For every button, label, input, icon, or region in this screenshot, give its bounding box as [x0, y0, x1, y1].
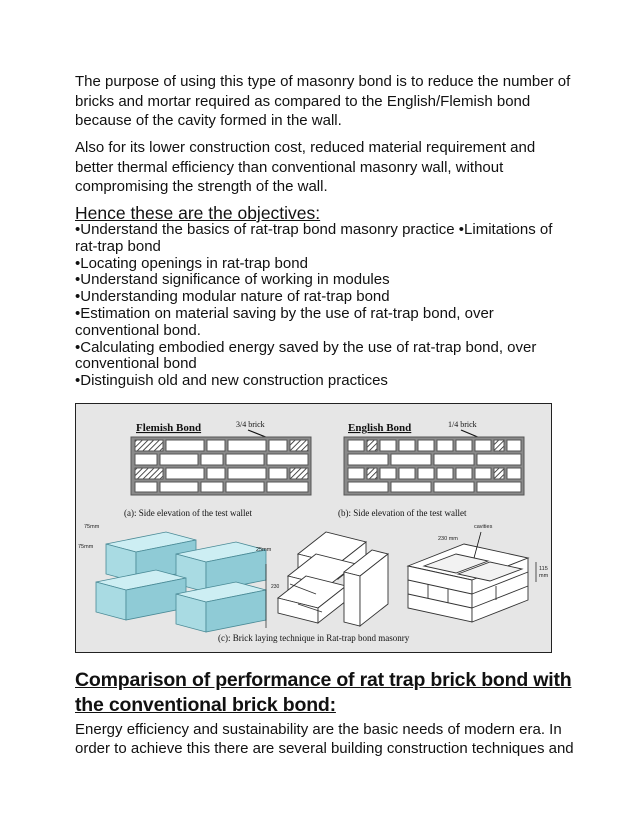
dim-25: 25mm — [256, 547, 272, 553]
caption-b: (b): Side elevation of the test wallet — [338, 508, 467, 518]
objective-item: •Locating openings in rat-trap bond — [75, 254, 308, 272]
dim-75-top: 75mm — [84, 524, 100, 530]
dim-cavities: cavities — [474, 524, 493, 530]
section-paragraph: Energy efficiency and sustainability are the basic needs of modern era. In order to achieve this there are several building construction techniques and — [75, 721, 574, 757]
rat-trap-cavity-sketch — [408, 544, 528, 622]
objectives-list — [75, 222, 565, 390]
flemish-three-quarter-label: 3/4 brick — [236, 420, 265, 429]
brick-bond-illustration — [76, 404, 553, 654]
objective-item: •Distinguish old and new construction practices — [75, 372, 388, 390]
dim-115: 115 — [539, 566, 548, 572]
intro-paragraph-2: Also for its lower construction cost, reduced material requirement and better thermal efficiency than conventional masonry wall, without compromising the strength of the wall. — [75, 139, 536, 195]
section-title: Comparison of performance of rat trap brick bond with the conventional brick bond: — [75, 669, 572, 716]
flemish-bond-title: Flemish Bond — [136, 422, 202, 434]
flemish-bond-wall — [131, 437, 311, 495]
objective-item: •Understand significance of working in modules — [75, 271, 390, 289]
objective-item: •Understanding modular nature of rat-trap bond — [75, 288, 390, 306]
objective-item: •Estimation on material saving by the use of rat-trap bond, over conventional bond. — [75, 304, 494, 339]
objective-item: •Calculating embodied energy saved by the use of rat-trap bond, over conventional bond — [75, 338, 537, 373]
rat-trap-cyan-bricks — [96, 532, 266, 632]
dim-75-left: 75mm — [78, 544, 94, 550]
objective-item: •Understand the basics of rat-trap bond masonry practice •Limitations of rat-trap bond — [75, 221, 553, 255]
dim-230-small: 230 — [271, 584, 280, 590]
dim-230mm: 230 mm — [438, 536, 458, 542]
brick-bond-figure — [75, 403, 552, 653]
caption-a: (a): Side elevation of the test wallet — [124, 508, 252, 518]
objectives-heading: Hence these are the objectives: — [75, 203, 321, 223]
dim-mm: mm — [539, 573, 549, 579]
english-bond-wall — [344, 437, 524, 495]
intro-paragraph-1: The purpose of using this type of masonry bond is to reduce the number of bricks and mortar required as compared to the English/Flemish bond because of the cavity formed in the wall. — [75, 73, 571, 129]
english-bond-title: English Bond — [348, 422, 412, 434]
english-quarter-label: 1/4 brick — [448, 420, 477, 429]
caption-c: (c): Brick laying technique in Rat-trap bond masonry — [218, 633, 410, 643]
rat-trap-wall-sketch — [278, 532, 388, 626]
